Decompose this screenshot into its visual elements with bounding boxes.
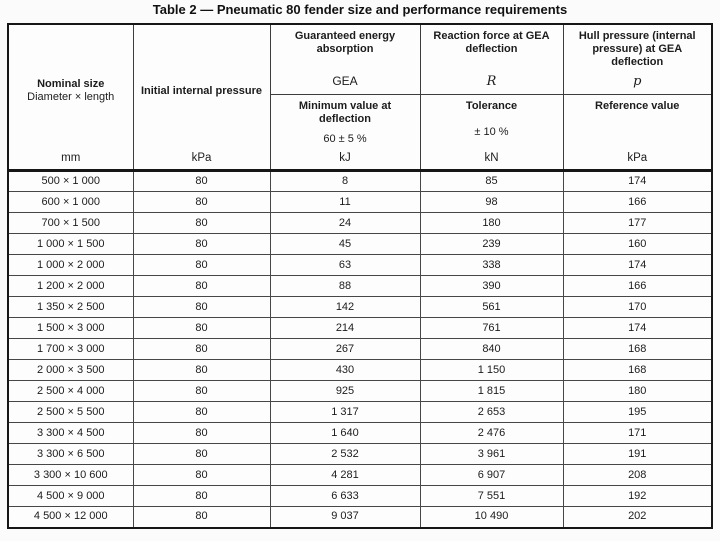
table-cell: 174 bbox=[563, 171, 712, 192]
table-cell: 3 300 × 6 500 bbox=[8, 444, 133, 465]
table-cell: 195 bbox=[563, 402, 712, 423]
table-row bbox=[8, 255, 712, 276]
table-cell: 166 bbox=[563, 276, 712, 297]
reaction-spec: ± 10 % bbox=[474, 126, 509, 138]
hull-pressure-label: Hull pressure (internal pressure) at GEA deflection bbox=[578, 30, 696, 68]
table-cell: 3 961 bbox=[420, 444, 563, 465]
table-cell: 192 bbox=[563, 486, 712, 507]
table-cell: 6 907 bbox=[420, 465, 563, 486]
table-cell: 1 317 bbox=[270, 402, 420, 423]
table-cell: 80 bbox=[133, 318, 270, 339]
nominal-size-sublabel: Diameter × length bbox=[27, 91, 115, 103]
table-cell: 1 350 × 2 500 bbox=[8, 297, 133, 318]
table-cell: 239 bbox=[420, 234, 563, 255]
gea-sublabel: Minimum value at deflection bbox=[298, 100, 392, 125]
table-cell: 500 × 1 000 bbox=[8, 171, 133, 192]
hull-sublabel: Reference value bbox=[595, 100, 680, 112]
table-cell: 80 bbox=[133, 213, 270, 234]
table-cell: 80 bbox=[133, 276, 270, 297]
table-cell: 4 281 bbox=[270, 465, 420, 486]
nominal-size-label: Nominal size bbox=[37, 78, 105, 90]
table-cell: 191 bbox=[563, 444, 712, 465]
table-cell: 80 bbox=[133, 486, 270, 507]
table-row bbox=[8, 192, 712, 213]
table-cell: 180 bbox=[420, 213, 563, 234]
table-cell: 2 532 bbox=[270, 444, 420, 465]
table-cell: 10 490 bbox=[420, 507, 563, 528]
table-cell: 168 bbox=[563, 360, 712, 381]
table-cell: 80 bbox=[133, 423, 270, 444]
table-cell: 6 633 bbox=[270, 486, 420, 507]
table-cell: 180 bbox=[563, 381, 712, 402]
table-cell: 171 bbox=[563, 423, 712, 444]
table-cell: 202 bbox=[563, 507, 712, 528]
table-cell: 85 bbox=[420, 171, 563, 192]
table-cell: 840 bbox=[420, 339, 563, 360]
table-row bbox=[8, 507, 712, 528]
table-cell: 761 bbox=[420, 318, 563, 339]
table-row bbox=[8, 297, 712, 318]
col-header-gea bbox=[270, 24, 420, 95]
table-cell: 80 bbox=[133, 444, 270, 465]
table-cell: 214 bbox=[270, 318, 420, 339]
table-cell: 3 300 × 4 500 bbox=[8, 423, 133, 444]
table-cell: 390 bbox=[420, 276, 563, 297]
table-cell: 24 bbox=[270, 213, 420, 234]
table-cell: 170 bbox=[563, 297, 712, 318]
table-cell: 267 bbox=[270, 339, 420, 360]
table-cell: 160 bbox=[563, 234, 712, 255]
table-cell: 168 bbox=[563, 339, 712, 360]
table-cell: 80 bbox=[133, 192, 270, 213]
table-cell: 80 bbox=[133, 234, 270, 255]
table-row bbox=[8, 402, 712, 423]
table-cell: 174 bbox=[563, 318, 712, 339]
table-cell: 4 500 × 9 000 bbox=[8, 486, 133, 507]
table-cell: 63 bbox=[270, 255, 420, 276]
col-header-reaction-force bbox=[420, 24, 563, 95]
table-cell: 98 bbox=[420, 192, 563, 213]
col-header-hull-pressure bbox=[563, 24, 712, 95]
table-cell: 166 bbox=[563, 192, 712, 213]
col-header-nominal-size bbox=[8, 24, 133, 171]
table-row bbox=[8, 339, 712, 360]
table-cell: 11 bbox=[270, 192, 420, 213]
table-row bbox=[8, 423, 712, 444]
table-cell: 7 551 bbox=[420, 486, 563, 507]
table-cell: 1 500 × 3 000 bbox=[8, 318, 133, 339]
table-cell: 45 bbox=[270, 234, 420, 255]
header-row-main bbox=[8, 24, 712, 95]
table-body bbox=[8, 171, 712, 528]
table-cell: 1 640 bbox=[270, 423, 420, 444]
table-row bbox=[8, 465, 712, 486]
table-row bbox=[8, 486, 712, 507]
table-cell: 430 bbox=[270, 360, 420, 381]
reaction-force-symbol: R bbox=[486, 74, 497, 89]
table-cell: 142 bbox=[270, 297, 420, 318]
table-cell: 700 × 1 500 bbox=[8, 213, 133, 234]
subheader-hull-reference bbox=[563, 95, 712, 171]
table-cell: 8 bbox=[270, 171, 420, 192]
gea-unit: kJ bbox=[339, 152, 351, 164]
gea-spec: 60 ± 5 % bbox=[323, 132, 367, 145]
gea-label: Guaranteed energy absorption bbox=[294, 30, 396, 55]
table-cell: 600 × 1 000 bbox=[8, 192, 133, 213]
table-row bbox=[8, 381, 712, 402]
table-cell: 80 bbox=[133, 297, 270, 318]
table-cell: 2 500 × 4 000 bbox=[8, 381, 133, 402]
table-cell: 80 bbox=[133, 339, 270, 360]
table-cell: 4 500 × 12 000 bbox=[8, 507, 133, 528]
table-cell: 177 bbox=[563, 213, 712, 234]
table-cell: 1 000 × 1 500 bbox=[8, 234, 133, 255]
reaction-sublabel: Tolerance bbox=[465, 100, 518, 112]
table-cell: 2 653 bbox=[420, 402, 563, 423]
reaction-unit: kN bbox=[484, 152, 499, 164]
subheader-reaction-tolerance bbox=[420, 95, 563, 171]
table-cell: 80 bbox=[133, 171, 270, 192]
table-cell: 80 bbox=[133, 402, 270, 423]
table-cell: 80 bbox=[133, 381, 270, 402]
gea-symbol: GEA bbox=[332, 74, 358, 88]
hull-pressure-symbol: p bbox=[633, 74, 642, 89]
table-cell: 1 815 bbox=[420, 381, 563, 402]
table-row bbox=[8, 171, 712, 192]
table-row bbox=[8, 234, 712, 255]
table-cell: 2 000 × 3 500 bbox=[8, 360, 133, 381]
nominal-size-unit: mm bbox=[61, 152, 81, 164]
table-cell: 2 476 bbox=[420, 423, 563, 444]
subheader-gea-minimum bbox=[270, 95, 420, 171]
table-cell: 80 bbox=[133, 507, 270, 528]
table-cell: 80 bbox=[133, 255, 270, 276]
table-cell: 208 bbox=[563, 465, 712, 486]
table-cell: 561 bbox=[420, 297, 563, 318]
initial-pressure-unit: kPa bbox=[191, 152, 212, 164]
table-title: Table 2 — Pneumatic 80 fender size and performance requirements bbox=[152, 2, 568, 17]
table-row bbox=[8, 444, 712, 465]
table-cell: 80 bbox=[133, 360, 270, 381]
table-cell: 1 000 × 2 000 bbox=[8, 255, 133, 276]
col-header-initial-pressure bbox=[133, 24, 270, 171]
reaction-force-label: Reaction force at GEA deflection bbox=[433, 30, 550, 55]
table-cell: 80 bbox=[133, 465, 270, 486]
table-cell: 3 300 × 10 600 bbox=[8, 465, 133, 486]
table-cell: 9 037 bbox=[270, 507, 420, 528]
table-row bbox=[8, 213, 712, 234]
table-cell: 1 200 × 2 000 bbox=[8, 276, 133, 297]
table-cell: 2 500 × 5 500 bbox=[8, 402, 133, 423]
initial-pressure-label: Initial internal pressure bbox=[140, 84, 263, 97]
table-cell: 174 bbox=[563, 255, 712, 276]
table-cell: 1 150 bbox=[420, 360, 563, 381]
table-cell: 338 bbox=[420, 255, 563, 276]
table-row bbox=[8, 318, 712, 339]
table-cell: 88 bbox=[270, 276, 420, 297]
table-cell: 1 700 × 3 000 bbox=[8, 339, 133, 360]
table-row bbox=[8, 360, 712, 381]
table-row bbox=[8, 276, 712, 297]
table-cell: 925 bbox=[270, 381, 420, 402]
hull-unit: kPa bbox=[627, 152, 648, 164]
fender-spec-table bbox=[7, 23, 713, 529]
